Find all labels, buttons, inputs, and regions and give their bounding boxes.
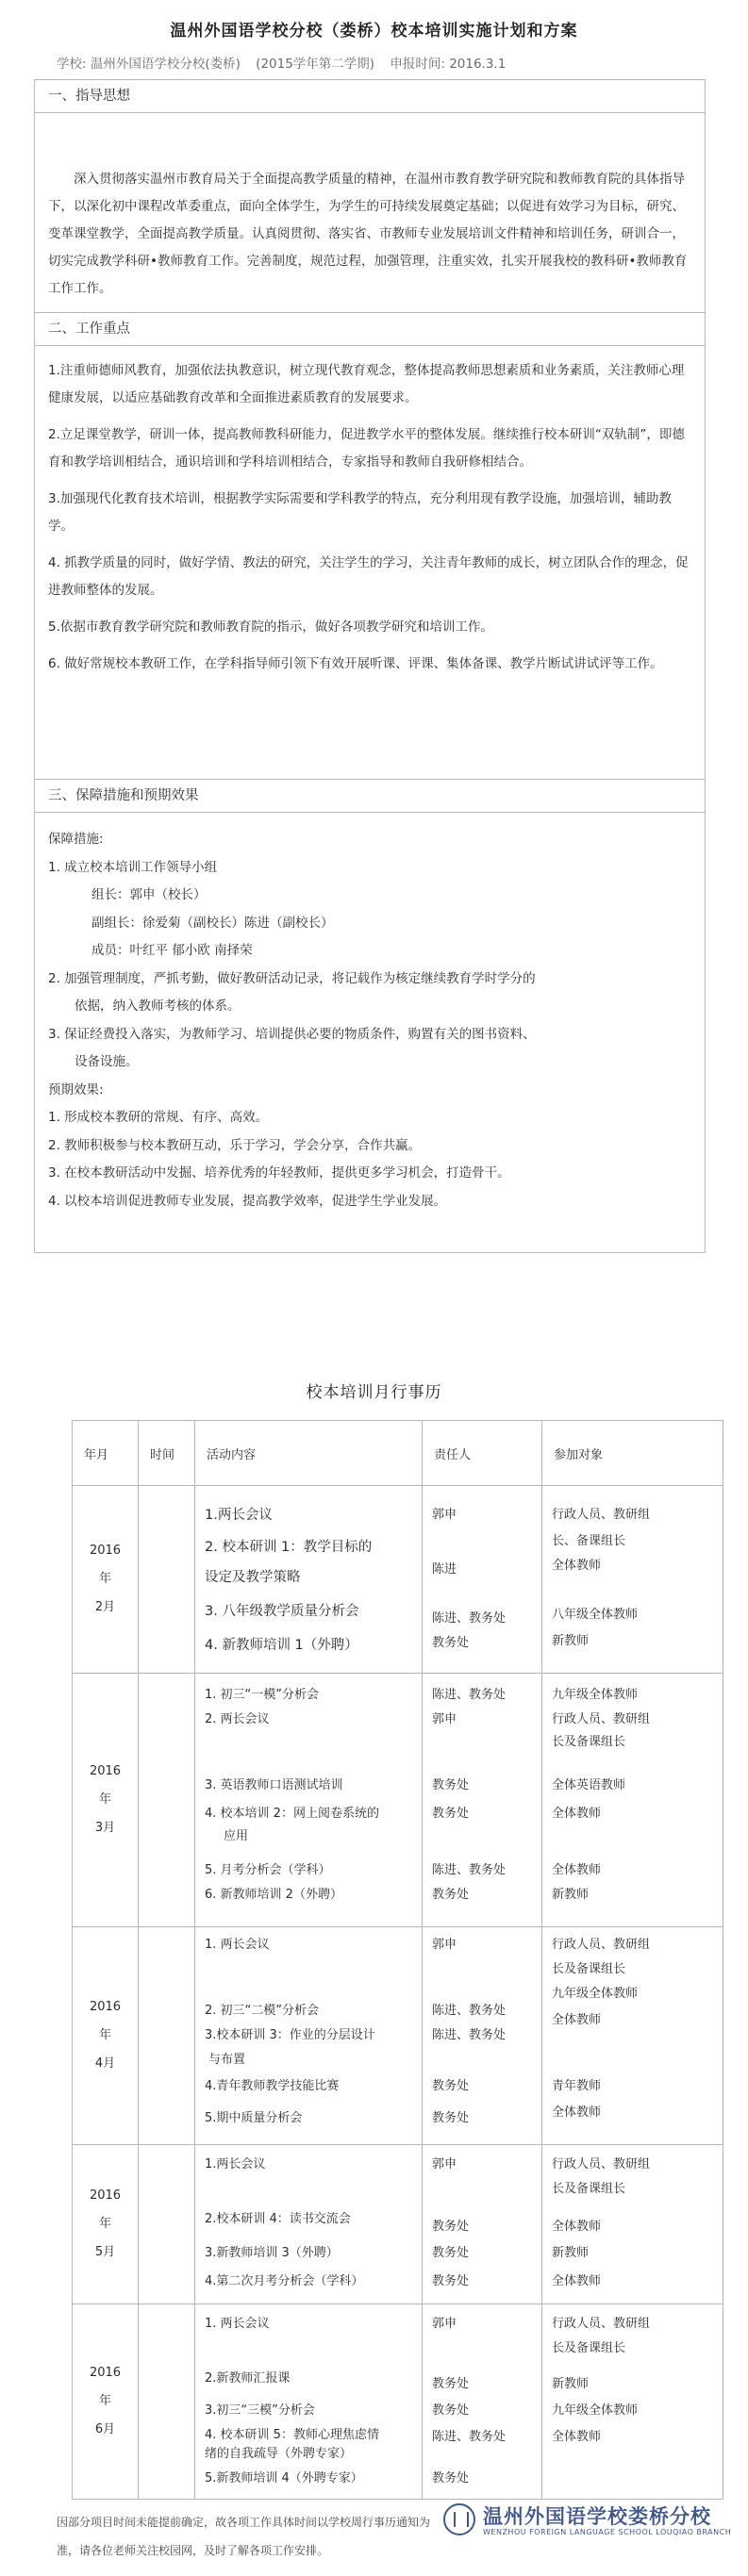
header-time: 时间	[139, 1421, 195, 1486]
group-vice-leader: 副组长：徐爱菊（副校长）陈进（副校长）	[91, 915, 334, 931]
activity-line: 5.新教师培训 4（外聘专家）	[205, 2471, 363, 2485]
participant-line: 行政人员、教研组	[552, 2317, 651, 2331]
participant-line: 长、备课组长	[552, 1534, 626, 1548]
time-cell	[139, 1927, 195, 2145]
participant-line: 长及备课组长	[552, 1735, 626, 1749]
participant-line: 行政人员、教研组	[552, 1508, 651, 1522]
owner-line: 陈进、教务处	[432, 2430, 507, 2444]
participants-cell	[542, 1927, 723, 2145]
measure-line: 依据，纳入教师考核的体系。	[75, 999, 241, 1014]
activity-line: 4.第二次月考分析会（学科）	[205, 2274, 364, 2288]
activity-line: 5.期中质量分析会	[205, 2111, 303, 2125]
owner-cell	[423, 1674, 542, 1927]
owner-line: 教务处	[432, 2471, 470, 2485]
participant-line: 全体教师	[552, 1807, 602, 1821]
focus-item: 3.加强现代化教育技术培训，根据教学实际需要和学科教学的特点，充分利用现有教学设施，加强培训，辅助教学。	[48, 491, 672, 534]
report-date: 申报时间: 2016.3.1	[390, 57, 507, 72]
activity-line: 应用	[224, 1829, 249, 1843]
measures-body	[35, 813, 705, 1252]
activity-line: 6. 新教师培训 2（外聘）	[205, 1888, 342, 1902]
owner-cell	[423, 1927, 542, 2145]
participant-line: 全体教师	[552, 2105, 602, 2120]
time-cell	[139, 1674, 195, 1927]
header-owner: 责任人	[423, 1421, 542, 1486]
section-heading-measures: 三、保障措施和预期效果	[35, 780, 705, 813]
activity-cell	[195, 1674, 423, 1927]
owner-line: 陈进、教务处	[432, 2004, 507, 2018]
meta-line	[57, 53, 717, 72]
owner-line: 郭申	[432, 1938, 457, 1952]
participants-cell	[542, 2304, 723, 2500]
header-activity: 活动内容	[195, 1421, 423, 1486]
table-row	[73, 2145, 723, 2304]
owner-line: 陈进、教务处	[432, 1688, 507, 1702]
measure-line: 3. 保证经费投入落实，为教师学习、培训提供必要的物质条件，购置有关的图书资料、	[48, 1026, 536, 1042]
owner-line: 教务处	[432, 1888, 470, 1902]
work-focus-body	[35, 346, 705, 780]
owner-line: 教务处	[432, 2274, 470, 2288]
owner-line: 教务处	[432, 2220, 470, 2234]
calendar-table	[72, 1420, 723, 2500]
header-participants: 参加对象	[542, 1421, 723, 1486]
owner-line: 陈进、教务处	[432, 1611, 507, 1626]
participant-line: 全体教师	[552, 2430, 602, 2444]
effect-title: 预期效果:	[48, 1082, 104, 1098]
participant-line: 九年级全体教师	[552, 1987, 639, 2001]
activity-cell	[195, 2304, 423, 2500]
participant-line: 行政人员、教研组	[552, 1938, 651, 1952]
table-row	[73, 2304, 723, 2500]
activity-cell	[195, 2145, 423, 2304]
owner-line: 教务处	[432, 2111, 470, 2125]
activity-line: 4. 新教师培训 1（外聘）	[205, 1638, 358, 1653]
measure-line: 1. 成立校本培训工作领导小组	[48, 859, 218, 875]
owner-line: 教务处	[432, 2377, 470, 2391]
section-heading-guiding-ideology: 一、指导思想	[35, 80, 705, 113]
focus-item: 5.依据市教育教学研究院和教师教育院的指示，做好各项教学研究和培训工作。	[48, 619, 493, 635]
activity-line: 3. 八年级教学质量分析会	[205, 1604, 359, 1619]
school-watermark	[443, 2502, 732, 2541]
focus-item: 2.立足课堂教学，研训一体，提高教师教科研能力，促进教学水平的整体发展。继续推行校本研训“双轨制”，即德育和教学培训相结合，通识培训和学科培训相结合，专家指导和教师自我研修相结合。	[48, 427, 685, 470]
measure-line: 2. 加强管理制度，严抓考勤，做好教研活动记录，将记载作为核定继续教育学时学分的	[48, 970, 536, 986]
activity-line: 2.新教师汇报课	[205, 2371, 291, 2386]
activity-line: 1. 两长会议	[205, 1938, 270, 1952]
plan-table	[34, 79, 706, 1253]
activity-cell	[195, 1486, 423, 1674]
owner-cell	[423, 2304, 542, 2500]
participant-line: 青年教师	[552, 2079, 602, 2093]
footnote-line: 准，请各位老师关注校园网，及时了解各项工作安排。	[57, 2544, 329, 2557]
owner-line: 教务处	[432, 1778, 470, 1792]
activity-line: 2. 两长会议	[205, 1712, 270, 1726]
guiding-ideology-text: 深入贯彻落实温州市教育局关于全面提高教学质量的精神，在温州市教育教学研究院和教师教育院的具体指导下，以深化初中课程改革委重点，面向全体学生，为学生的可持续发展奠定基础；以促进有效学习为目标，研究、变革课堂教学，全面提高教学质量。认真阅贯彻、落实省、市教师专业发展培训文件精神和培训任务，研训合一，切实完成教学科研•教师教育工作。完善制度，规范过程，加强管理，注重实效，扎实开展我校的教科研•教师教育工作工作。	[35, 113, 705, 313]
group-leader: 组长：郭申（校长）	[91, 887, 207, 902]
activity-line: 与布置	[208, 2053, 246, 2067]
activity-line: 3.校本研训 3：作业的分层设计	[205, 2028, 375, 2042]
owner-line: 教务处	[432, 2246, 470, 2260]
school-name: 学校: 温州外国语学校分校(娄桥)	[57, 57, 241, 72]
effect-item: 4. 以校本培训促进教师专业发展，提高教学效率，促进学生学业发展。	[48, 1193, 447, 1209]
owner-line: 陈进	[432, 1562, 457, 1577]
owner-line: 教务处	[432, 1807, 470, 1821]
owner-line: 郭申	[432, 2317, 457, 2331]
participant-line: 新教师	[552, 2246, 590, 2260]
table-row	[73, 1927, 723, 2145]
month-cell: 2016 年 3月	[73, 1674, 139, 1927]
activity-line: 2.校本研训 4：读书交流会	[205, 2212, 351, 2226]
participant-line: 新教师	[552, 1888, 590, 1902]
participants-cell	[542, 1486, 723, 1674]
owner-line: 教务处	[432, 2403, 470, 2418]
month-cell: 2016 年 4月	[73, 1927, 139, 2145]
participant-line: 长及备课组长	[552, 2341, 626, 2355]
participant-line: 长及备课组长	[552, 2182, 626, 2196]
page-title: 温州外国语学校分校（娄桥）校本培训实施计划和方案	[170, 22, 578, 41]
focus-item: 6. 做好常规校本教研工作，在学科指导师引领下有效开展听课、评课、集体备课、教学片断试讲试评等工作。	[48, 656, 663, 671]
month-cell: 2016 年 6月	[73, 2304, 139, 2500]
activity-line: 设定及教学策略	[205, 1570, 301, 1585]
calendar-title: 校本培训月行事历	[306, 1383, 442, 1402]
participant-line: 八年级全体教师	[552, 1608, 639, 1622]
participant-line: 行政人员、教研组	[552, 2157, 651, 2171]
participant-line: 全体英语教师	[552, 1778, 626, 1792]
time-cell	[139, 2145, 195, 2304]
owner-line: 陈进、教务处	[432, 1863, 507, 1877]
participants-cell	[542, 1674, 723, 1927]
group-members: 成员：叶红平 郁小欧 南择荣	[91, 943, 253, 958]
time-cell	[139, 1486, 195, 1674]
effect-item: 2. 教师积极参与校本教研互动，乐于学习，学会分享，合作共赢。	[48, 1137, 422, 1153]
time-cell	[139, 2304, 195, 2500]
owner-line: 陈进、教务处	[432, 2028, 507, 2042]
watermark-english-name: WENZHOU FOREIGN LANGUAGE SCHOOL LOUQIAO BRANCH	[483, 2528, 732, 2536]
section-heading-work-focus: 二、工作重点	[35, 313, 705, 346]
owner-line: 郭申	[432, 1508, 457, 1522]
activity-line: 5. 月考分析会（学科）	[205, 1863, 331, 1877]
calendar-header-row	[73, 1421, 723, 1486]
owner-line: 郭申	[432, 1712, 457, 1726]
activity-line: 2. 校本研训 1：教学目标的	[205, 1540, 373, 1555]
activity-line: 3.新教师培训 3（外聘）	[205, 2246, 339, 2260]
measure-line: 设备设施。	[75, 1054, 139, 1069]
header-month: 年月	[73, 1421, 139, 1486]
participant-line: 新教师	[552, 2377, 590, 2391]
participant-line: 全体教师	[552, 2013, 602, 2027]
owner-line: 郭申	[432, 2157, 457, 2171]
focus-item: 4. 抓教学质量的同时，做好学情、教法的研究，关注学生的学习，关注青年教师的成长，树立团队合作的理念，促进教师整体的发展。	[48, 555, 689, 598]
participant-line: 九年级全体教师	[552, 1688, 639, 1702]
activity-line: 1.两长会议	[205, 2157, 266, 2171]
participant-line: 全体教师	[552, 1559, 602, 1573]
owner-line: 教务处	[432, 1636, 470, 1650]
activity-line: 4.青年教师教学技能比赛	[205, 2079, 340, 2093]
activity-line: 1.两长会议	[205, 1508, 273, 1523]
activity-line: 3. 英语教师口语测试培训	[205, 1778, 343, 1792]
participant-line: 全体教师	[552, 2274, 602, 2288]
term: (2015学年第二学期)	[256, 57, 375, 72]
owner-cell	[423, 2145, 542, 2304]
participant-line: 全体教师	[552, 2220, 602, 2234]
school-logo-icon	[443, 2503, 475, 2535]
owner-line: 教务处	[432, 2079, 470, 2093]
participants-cell	[542, 2145, 723, 2304]
effect-item: 1. 形成校本教研的常规、有序、高效。	[48, 1110, 269, 1125]
owner-cell	[423, 1486, 542, 1674]
participant-line: 全体教师	[552, 1863, 602, 1877]
watermark-school-name: 温州外国语学校娄桥分校	[483, 2505, 711, 2528]
month-cell: 2016 年 2月	[73, 1486, 139, 1674]
footnote-line: 因部分项目时间未能提前确定，故各项工作具体时间以学校周行事历通知为	[57, 2516, 431, 2529]
footnote	[57, 2508, 453, 2565]
table-row	[73, 1674, 723, 1927]
month-cell: 2016 年 5月	[73, 2145, 139, 2304]
activity-line: 1. 两长会议	[205, 2317, 270, 2331]
effect-item: 3. 在校本教研活动中发掘、培养优秀的年轻教师，提供更多学习机会，打造骨干。	[48, 1165, 510, 1181]
activity-line: 2. 初三“二模”分析会	[205, 2004, 320, 2018]
participant-line: 新教师	[552, 1634, 590, 1648]
activity-cell	[195, 1927, 423, 2145]
activity-line: 4. 校本研训 5：教师心理焦虑情	[205, 2428, 379, 2442]
activity-line: 绪的自我疏导（外聘专家）	[205, 2447, 353, 2461]
participant-line: 九年级全体教师	[552, 2403, 639, 2418]
table-row	[73, 1486, 723, 1674]
focus-item: 1.注重师德师风教育，加强依法执教意识，树立现代教育观念，整体提高教师思想素质和业务素质，关注教师心理健康发展，以适应基础教育改革和全面推进素质教育的发展要求。	[48, 363, 685, 405]
activity-line: 3.初三“三模”分析会	[205, 2403, 315, 2418]
activity-line: 4. 校本培训 2：网上阅卷系统的	[205, 1807, 379, 1821]
participant-line: 行政人员、教研组	[552, 1712, 651, 1726]
activity-line: 1. 初三“一模”分析会	[205, 1688, 320, 1702]
guarantee-title: 保障措施:	[48, 832, 104, 847]
participant-line: 长及备课组长	[552, 1962, 626, 1976]
